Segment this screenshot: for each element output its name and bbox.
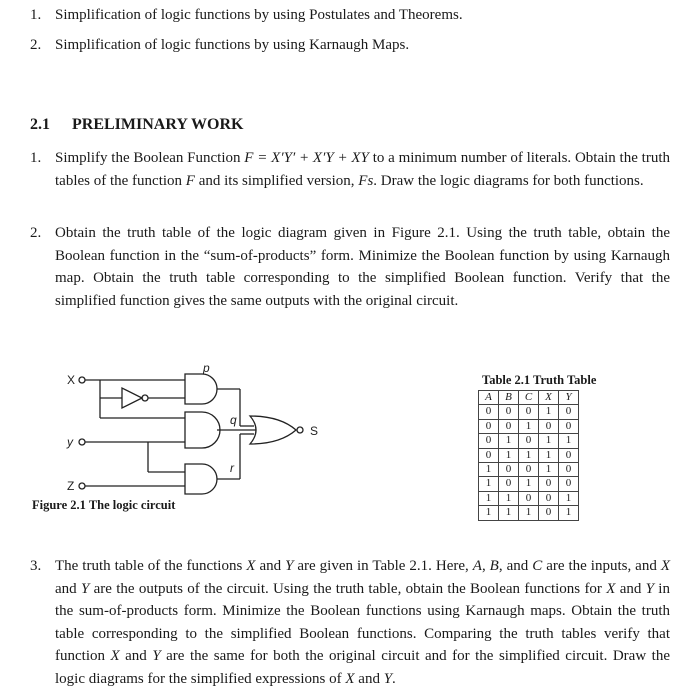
objective-2 — [30, 34, 670, 57]
input-label-y: y — [67, 435, 73, 449]
or-gate — [250, 416, 296, 444]
objective-1 — [30, 4, 670, 27]
output-label-s: S — [310, 424, 319, 438]
figure-caption: Figure 2.1 The logic circuit — [32, 498, 176, 512]
input-node-x — [79, 377, 85, 383]
objective-text: Simplification of logic functions by using Postulates and Theorems. — [55, 7, 463, 23]
table-row: 0 0 0 1 0 — [479, 405, 579, 419]
col-header-c: C — [519, 391, 539, 405]
gate-label-p: p — [203, 361, 210, 375]
task-text: The truth table of the functions X and Y are given in Table 2.1. Here, A, B, and C are the inputs, and X and Y are the outputs of the circuit. Using the truth table, obtain the Boolean functions for X and Y in the sum-of-products form. Minimize the Boolean functions using Karnaugh maps. Obtain the truth table corresponding to the simplified Boolean functions. Comparing the truth tables verify that function X and Y are the same for both the original circuit and for the simplified circuit. Draw the logic diagrams for the simplified expressions of X and Y. — [55, 558, 670, 687]
objective-text: Simplification of logic functions by using Karnaugh Maps. — [55, 37, 410, 53]
task-3 — [30, 555, 670, 690]
not-gate — [122, 388, 142, 408]
col-header-b: B — [499, 391, 519, 405]
section-number: 2.1 — [30, 116, 50, 133]
input-node-z — [79, 483, 85, 489]
gate-label-q: q — [230, 413, 237, 427]
gate-label-r: r — [230, 461, 234, 475]
input-label-x: X — [67, 373, 76, 387]
table-row: 0 1 1 1 0 — [479, 448, 579, 462]
task-text: Obtain the truth table of the logic diagram given in Figure 2.1. Using the truth table, obtain the Boolean function in the “sum-of-products” form. Minimize the Boolean function by using Karnaugh map. Obtain the truth table corresponding to the simplified Boolean function. Verify that the simplified function gives the same outputs with the original circuit. — [55, 225, 670, 309]
table-row: 1 1 0 0 1 — [479, 491, 579, 505]
table-row: 1 1 1 0 1 — [479, 506, 579, 520]
logic-circuit-diagram — [30, 360, 360, 500]
and-gate-r — [185, 464, 217, 494]
task-2 — [30, 222, 670, 312]
table-row: 1 0 1 0 0 — [479, 477, 579, 491]
and-gate-p — [185, 374, 217, 404]
truth-table — [478, 390, 579, 521]
and-gate-q — [185, 412, 220, 448]
table-row: 0 1 0 1 1 — [479, 434, 579, 448]
table-row: 0 0 1 0 0 — [479, 419, 579, 433]
input-label-z: Z — [67, 479, 75, 493]
section-heading — [30, 116, 243, 134]
list-number: 1. — [30, 150, 42, 166]
table-caption: Table 2.1 Truth Table — [482, 373, 597, 387]
list-number: 2. — [30, 225, 42, 241]
list-number: 3. — [30, 558, 42, 574]
task-text: Simplify the Boolean Function F = X′Y′ + X′Y + XY to a minimum number of literals. Obtain the truth tables of the function F and its simplified version, Fs. Draw the logic diagrams for both functions. — [55, 150, 671, 189]
col-header-x: X — [539, 391, 559, 405]
table-row: 1 0 0 1 0 — [479, 463, 579, 477]
input-node-y — [79, 439, 85, 445]
task-1 — [30, 147, 670, 192]
section-title: PRELIMINARY WORK — [72, 116, 244, 133]
col-header-a: A — [479, 391, 499, 405]
table-header-row — [479, 391, 579, 405]
col-header-y: Y — [559, 391, 579, 405]
boolean-formula: F = X′Y′ + X′Y + XY — [244, 150, 369, 166]
list-number: 1. — [30, 7, 42, 23]
list-number: 2. — [30, 37, 42, 53]
